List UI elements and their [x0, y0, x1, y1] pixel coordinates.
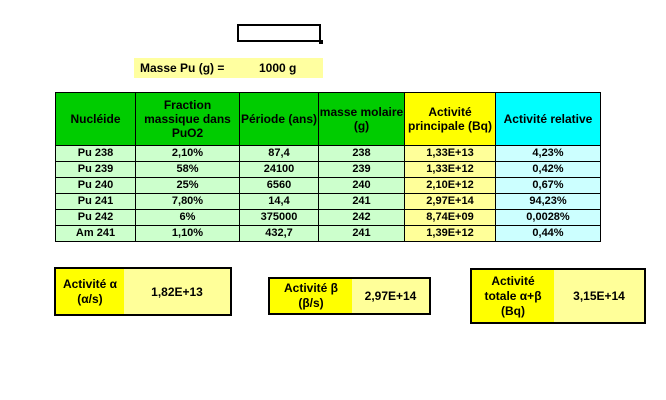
alpha-activity-label	[56, 269, 124, 314]
cell-activite-relative[interactable]: 0,44%	[496, 226, 601, 242]
beta-label-line1: Activité β	[283, 281, 338, 295]
cell-nucleide[interactable]: Pu 242	[56, 210, 136, 226]
cell-nucleide[interactable]: Pu 238	[56, 146, 136, 162]
header-nucleide: Nucléide	[56, 93, 136, 146]
table-row	[56, 194, 601, 210]
table-row	[56, 146, 601, 162]
cell-activite-relative[interactable]: 0,42%	[496, 162, 601, 178]
cell-masse-molaire[interactable]: 241	[319, 226, 405, 242]
cell-fraction[interactable]: 2,10%	[136, 146, 240, 162]
cell-activite-principale[interactable]: 1,33E+12	[405, 162, 496, 178]
cell-masse-molaire[interactable]: 239	[319, 162, 405, 178]
total-label-line1: Activité	[491, 273, 535, 288]
header-fraction: Fraction massique dans PuO2	[136, 93, 240, 146]
header-periode: Période (ans)	[240, 93, 319, 146]
beta-label-line2: (β/s)	[298, 296, 324, 310]
alpha-activity-value[interactable]: 1,82E+13	[151, 284, 203, 299]
cell-periode[interactable]: 375000	[240, 210, 319, 226]
beta-activity-value[interactable]: 2,97E+14	[364, 289, 417, 303]
cell-nucleide[interactable]: Pu 241	[56, 194, 136, 210]
cell-fraction[interactable]: 25%	[136, 178, 240, 194]
table-row	[56, 178, 601, 194]
cell-activite-principale[interactable]: 2,97E+14	[405, 194, 496, 210]
cell-activite-principale[interactable]: 8,74E+09	[405, 210, 496, 226]
cell-fraction[interactable]: 7,80%	[136, 194, 240, 210]
cell-activite-principale[interactable]: 2,10E+12	[405, 178, 496, 194]
cell-fraction[interactable]: 6%	[136, 210, 240, 226]
nuclide-table	[55, 92, 601, 242]
cell-fraction[interactable]: 58%	[136, 162, 240, 178]
table-header-row	[56, 93, 601, 146]
cell-activite-relative[interactable]: 0,0028%	[496, 210, 601, 226]
cell-activite-relative[interactable]: 0,67%	[496, 178, 601, 194]
header-activite-relative: Activité relative	[496, 93, 601, 146]
cell-periode[interactable]: 432,7	[240, 226, 319, 242]
cell-periode[interactable]: 14,4	[240, 194, 319, 210]
mass-input-row	[134, 58, 323, 78]
cell-masse-molaire[interactable]: 242	[319, 210, 405, 226]
table-row	[56, 210, 601, 226]
cell-nucleide[interactable]: Am 241	[56, 226, 136, 242]
table-row	[56, 162, 601, 178]
header-activite-principale: Activité principale (Bq)	[405, 93, 496, 146]
mass-label: Masse Pu (g) =	[140, 61, 225, 75]
cell-nucleide[interactable]: Pu 240	[56, 178, 136, 194]
cell-activite-relative[interactable]: 94,23%	[496, 194, 601, 210]
total-activity-box	[470, 268, 646, 324]
cell-masse-molaire[interactable]: 240	[319, 178, 405, 194]
alpha-label-line1: Activité α	[62, 276, 118, 291]
alpha-label-line2: (α/s)	[77, 291, 103, 306]
fill-handle[interactable]	[319, 40, 323, 44]
cell-fraction[interactable]: 1,10%	[136, 226, 240, 242]
cell-activite-principale[interactable]: 1,33E+13	[405, 146, 496, 162]
cell-nucleide[interactable]: Pu 239	[56, 162, 136, 178]
mass-value[interactable]: 1000 g	[259, 61, 297, 75]
beta-activity-box	[268, 277, 431, 315]
cell-masse-molaire[interactable]: 241	[319, 194, 405, 210]
alpha-activity-box	[54, 267, 232, 316]
selected-cell[interactable]	[237, 24, 321, 42]
header-masse-molaire: masse molaire (g)	[319, 93, 405, 146]
total-activity-value[interactable]: 3,15E+14	[573, 289, 625, 303]
table-row	[56, 226, 601, 242]
cell-activite-principale[interactable]: 1,39E+12	[405, 226, 496, 242]
cell-periode[interactable]: 87,4	[240, 146, 319, 162]
beta-activity-label	[270, 279, 352, 313]
cell-periode[interactable]: 6560	[240, 178, 319, 194]
total-activity-label	[472, 270, 554, 322]
total-label-line3: (Bq)	[500, 303, 525, 318]
cell-activite-relative[interactable]: 4,23%	[496, 146, 601, 162]
cell-masse-molaire[interactable]: 238	[319, 146, 405, 162]
total-label-line2: totale α+β	[484, 288, 542, 303]
cell-periode[interactable]: 24100	[240, 162, 319, 178]
